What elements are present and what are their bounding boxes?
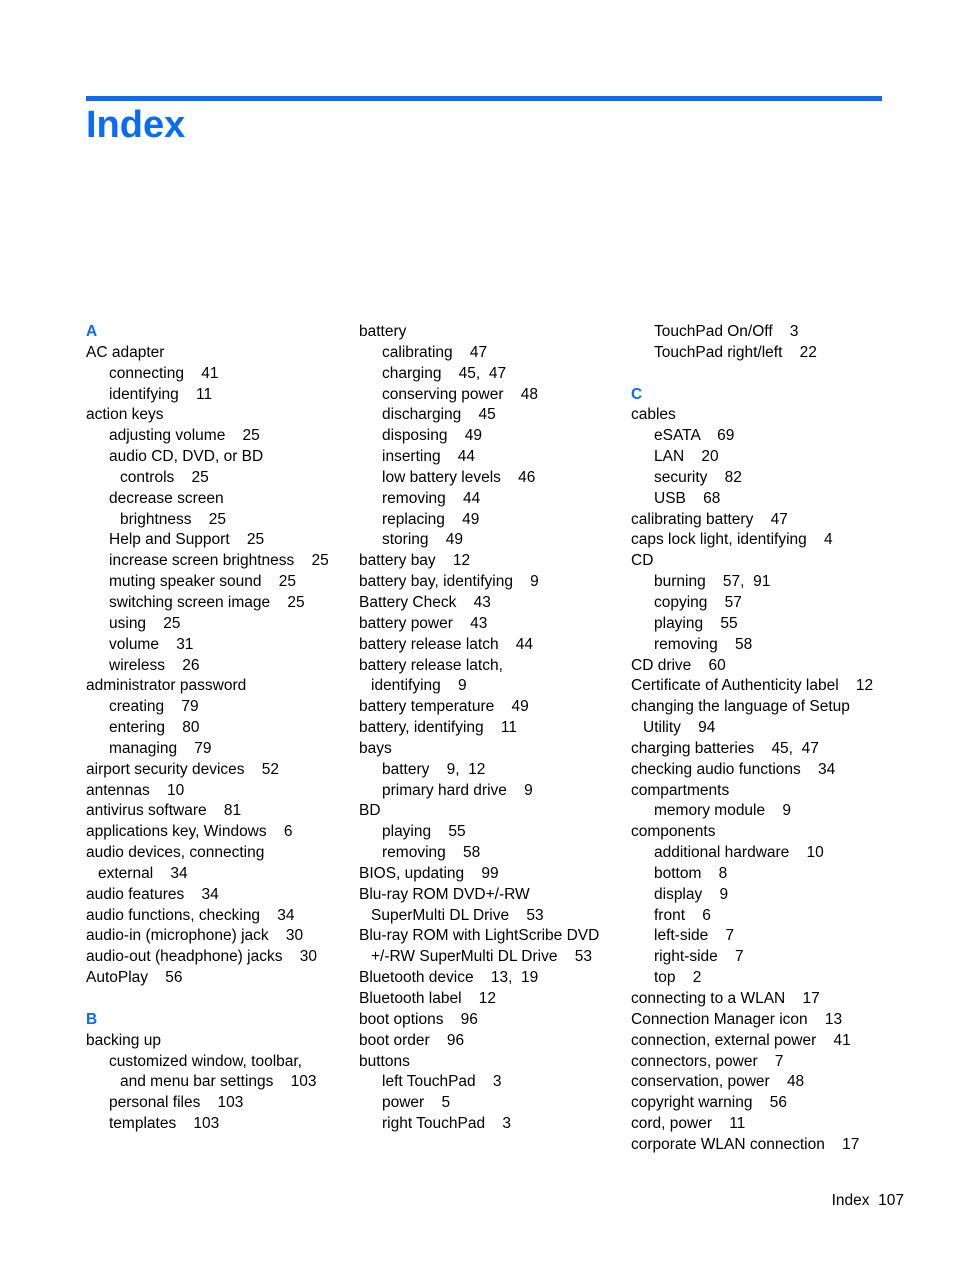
index-entry: action keys xyxy=(86,406,164,424)
index-entry: bays xyxy=(359,739,392,757)
index-entry: adjusting volume 25 xyxy=(109,427,260,445)
index-entry: left TouchPad 3 xyxy=(382,1073,502,1091)
index-entry: audio-out (headphone) jacks 30 xyxy=(86,948,317,966)
index-column-2 xyxy=(359,322,599,1135)
index-entry: Bluetooth label 12 xyxy=(359,990,497,1007)
index-entry: storing 49 xyxy=(382,531,463,549)
index-entry: low battery levels 46 xyxy=(382,468,536,486)
index-entry: left-side 7 xyxy=(654,927,735,945)
index-entry: creating 79 xyxy=(109,698,199,716)
index-entry: replacing 49 xyxy=(382,510,480,528)
index-entry: AC adapter xyxy=(86,343,165,361)
index-entry: Blu-ray ROM with LightScribe DVD xyxy=(359,927,600,945)
index-entry: entering 80 xyxy=(109,719,200,737)
index-entry: customized window, toolbar, xyxy=(109,1052,302,1070)
index-entry: battery temperature 49 xyxy=(359,698,529,716)
index-entry: copyright warning 56 xyxy=(631,1094,787,1112)
index-entry: templates 103 xyxy=(109,1115,220,1133)
index-entry: audio devices, connecting xyxy=(86,844,265,862)
index-entry: inserting 44 xyxy=(382,448,476,466)
index-entry: boot options 96 xyxy=(359,1010,478,1028)
index-entry: Connection Manager icon 13 xyxy=(631,1010,843,1028)
index-entry: +/-RW SuperMulti DL Drive 53 xyxy=(371,948,592,966)
index-entry: AutoPlay 56 xyxy=(86,969,183,987)
header-rule xyxy=(86,96,882,101)
index-entry: Help and Support 25 xyxy=(109,531,265,549)
index-entry: CD drive 60 xyxy=(631,656,726,674)
index-entry: charging batteries 45, 47 xyxy=(631,739,819,757)
index-entry: controls 25 xyxy=(120,468,209,486)
index-entry: decrease screen xyxy=(109,489,224,507)
index-column-3 xyxy=(631,322,873,1156)
index-entry: battery, identifying 11 xyxy=(359,719,517,737)
index-entry: identifying 9 xyxy=(371,677,467,695)
index-entry: memory module 9 xyxy=(654,802,791,820)
index-entry: playing 55 xyxy=(382,823,466,841)
index-entry: right TouchPad 3 xyxy=(382,1115,511,1133)
index-entry: Certificate of Authenticity label 12 xyxy=(631,677,874,695)
index-entry: battery release latch 44 xyxy=(359,635,534,653)
index-entry: playing 55 xyxy=(654,614,738,632)
index-section-letter: B xyxy=(86,1010,98,1028)
index-entry: cord, power 11 xyxy=(631,1115,746,1133)
index-entry: components xyxy=(631,823,716,841)
index-entry: bottom 8 xyxy=(654,864,728,882)
index-entry: audio functions, checking 34 xyxy=(86,906,295,924)
index-entry: right-side 7 xyxy=(654,948,744,966)
index-entry: conserving power 48 xyxy=(382,385,538,403)
index-entry: brightness 25 xyxy=(120,510,226,528)
index-entry: using 25 xyxy=(109,614,181,632)
index-entry: conservation, power 48 xyxy=(631,1073,805,1091)
index-entry: cables xyxy=(631,406,676,424)
index-entry: TouchPad right/left 22 xyxy=(654,343,817,361)
index-entry: and menu bar settings 103 xyxy=(120,1073,317,1091)
index-entry: administrator password xyxy=(86,677,247,695)
index-entry: SuperMulti DL Drive 53 xyxy=(371,906,544,924)
index-entry: audio CD, DVD, or BD xyxy=(109,448,264,466)
index-entry: additional hardware 10 xyxy=(654,844,824,862)
index-entry: switching screen image 25 xyxy=(109,593,305,611)
index-entry: Blu-ray ROM DVD+/-RW xyxy=(359,885,530,903)
index-entry: removing 44 xyxy=(382,489,481,507)
page-title: Index xyxy=(86,104,186,146)
page-number: 107 xyxy=(878,1192,904,1209)
index-entry: TouchPad On/Off 3 xyxy=(654,323,799,340)
index-entry: volume 31 xyxy=(109,635,194,653)
index-section-letter: A xyxy=(86,323,98,340)
index-entry: Utility 94 xyxy=(643,719,716,737)
index-entry: connection, external power 41 xyxy=(631,1031,851,1049)
index-entry: connectors, power 7 xyxy=(631,1052,784,1070)
index-entry: connecting 41 xyxy=(109,364,219,382)
index-entry: copying 57 xyxy=(654,593,742,611)
index-entry: increase screen brightness 25 xyxy=(109,552,329,570)
section-spacer xyxy=(631,364,873,385)
index-entry: primary hard drive 9 xyxy=(382,781,533,799)
index-entry: BIOS, updating 99 xyxy=(359,864,499,882)
index-entry: discharging 45 xyxy=(382,406,496,424)
index-entry: connecting to a WLAN 17 xyxy=(631,990,820,1007)
index-entry: antennas 10 xyxy=(86,781,185,799)
index-entry: calibrating 47 xyxy=(382,343,488,361)
index-entry: compartments xyxy=(631,781,730,799)
footer-label: Index xyxy=(831,1192,870,1209)
index-entry: buttons xyxy=(359,1052,410,1070)
index-entry: power 5 xyxy=(382,1094,451,1112)
index-entry: audio-in (microphone) jack 30 xyxy=(86,927,304,945)
index-section-letter: C xyxy=(631,385,643,403)
index-entry: managing 79 xyxy=(109,739,212,757)
index-entry: identifying 11 xyxy=(109,385,213,403)
page-footer xyxy=(832,1192,904,1210)
index-entry: front 6 xyxy=(654,906,711,924)
index-entry: backing up xyxy=(86,1031,161,1049)
index-entry: disposing 49 xyxy=(382,427,482,445)
index-entry: display 9 xyxy=(654,885,729,903)
index-entry: battery bay, identifying 9 xyxy=(359,573,539,591)
index-entry: caps lock light, identifying 4 xyxy=(631,531,833,549)
index-column-1 xyxy=(86,322,329,1135)
index-entry: external 34 xyxy=(98,864,188,882)
index-entry: calibrating battery 47 xyxy=(631,510,788,528)
index-entry: security 82 xyxy=(654,468,742,486)
index-entry: USB 68 xyxy=(654,489,721,507)
index-entry: Battery Check 43 xyxy=(359,593,491,611)
index-entry: removing 58 xyxy=(654,635,753,653)
index-entry: boot order 96 xyxy=(359,1031,465,1049)
index-entry: battery power 43 xyxy=(359,614,488,632)
index-entry: personal files 103 xyxy=(109,1094,244,1112)
index-entry: applications key, Windows 6 xyxy=(86,823,293,841)
index-entry: antivirus software 81 xyxy=(86,802,242,820)
index-entry: Bluetooth device 13, 19 xyxy=(359,969,539,987)
index-entry: CD xyxy=(631,552,654,570)
index-entry: changing the language of Setup xyxy=(631,698,850,716)
index-entry: battery bay 12 xyxy=(359,552,471,570)
index-entry: top 2 xyxy=(654,969,702,987)
index-entry: corporate WLAN connection 17 xyxy=(631,1135,860,1153)
index-entry: charging 45, 47 xyxy=(382,364,507,382)
index-entry: checking audio functions 34 xyxy=(631,760,836,778)
index-entry: audio features 34 xyxy=(86,885,219,903)
index-entry: battery release latch, xyxy=(359,656,503,674)
index-entry: muting speaker sound 25 xyxy=(109,573,296,591)
index-entry: eSATA 69 xyxy=(654,427,735,445)
index-entry: battery xyxy=(359,323,407,340)
index-entry: burning 57, 91 xyxy=(654,573,771,591)
index-entry: wireless 26 xyxy=(109,656,200,674)
index-entry: BD xyxy=(359,802,381,820)
index-entry: airport security devices 52 xyxy=(86,760,279,778)
index-entry: battery 9, 12 xyxy=(382,760,486,778)
index-entry: LAN 20 xyxy=(654,448,719,466)
section-spacer xyxy=(86,989,329,1010)
index-entry: removing 58 xyxy=(382,844,481,862)
